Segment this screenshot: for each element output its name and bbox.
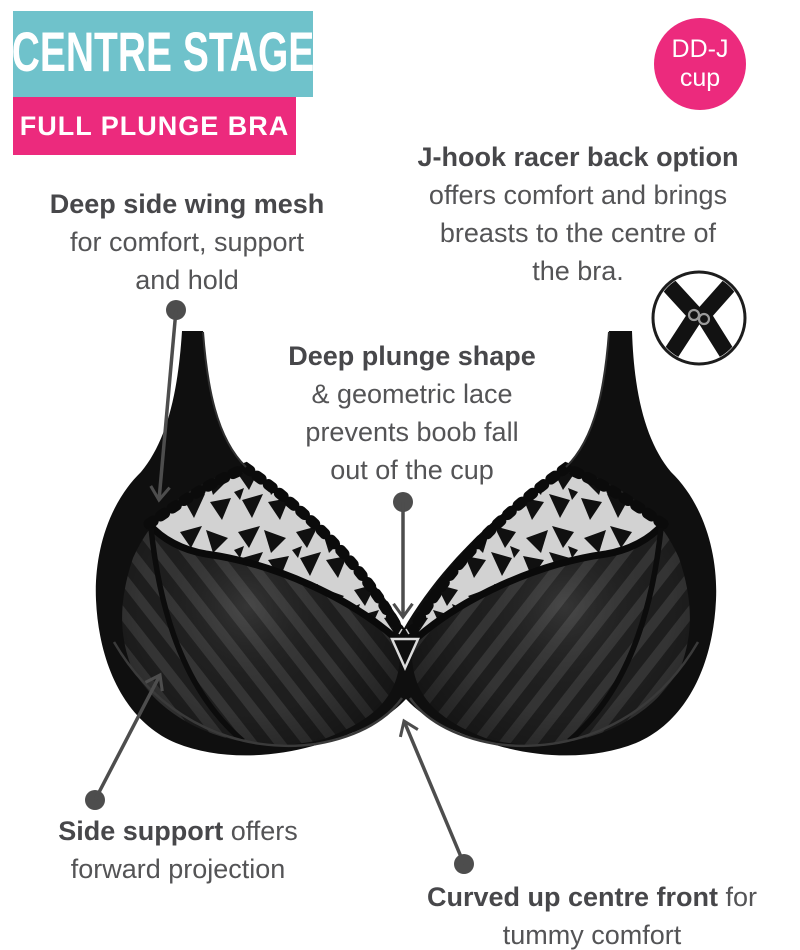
cup-size-word: cup xyxy=(679,64,721,92)
annotation-title: J-hook racer back option xyxy=(417,142,739,172)
annotation-title: Deep side wing mesh xyxy=(49,189,325,219)
annotation-curved-centre-front xyxy=(382,878,800,950)
annotation-line: breasts to the centre of xyxy=(439,218,717,248)
annotation-line: forward projection xyxy=(70,854,286,884)
annotation-j-hook xyxy=(388,138,768,290)
cup-size-range: DD-J xyxy=(671,35,729,63)
annotation-text: for xyxy=(718,882,758,912)
product-type-label: FULL PLUNGE BRA xyxy=(19,110,290,141)
annotation-line xyxy=(382,878,800,916)
annotation-line: tummy comfort xyxy=(502,920,682,950)
annotation-line: the bra. xyxy=(532,256,624,286)
leader-plunge xyxy=(393,492,413,617)
annotation-line: out of the cup xyxy=(330,455,494,485)
annotation-line: & geometric lace xyxy=(311,379,513,409)
annotation-line: for comfort, support xyxy=(69,227,305,257)
annotation-title: Deep plunge shape xyxy=(288,341,536,371)
annotation-title: Curved up centre front xyxy=(426,882,718,912)
annotation-title: Side support xyxy=(58,816,224,846)
series-name-label: CENTRE STAGE xyxy=(11,22,315,84)
annotation-line: offers comfort and brings xyxy=(428,180,728,210)
annotation-side-support xyxy=(13,812,343,888)
annotation-line: prevents boob fall xyxy=(305,417,519,447)
leader-curved-front xyxy=(404,721,474,874)
annotation-line xyxy=(13,812,343,850)
annotation-deep-plunge xyxy=(247,337,577,489)
annotation-side-wing-mesh xyxy=(25,185,349,299)
annotation-line: and hold xyxy=(135,265,239,295)
annotation-text: offers xyxy=(223,816,298,846)
